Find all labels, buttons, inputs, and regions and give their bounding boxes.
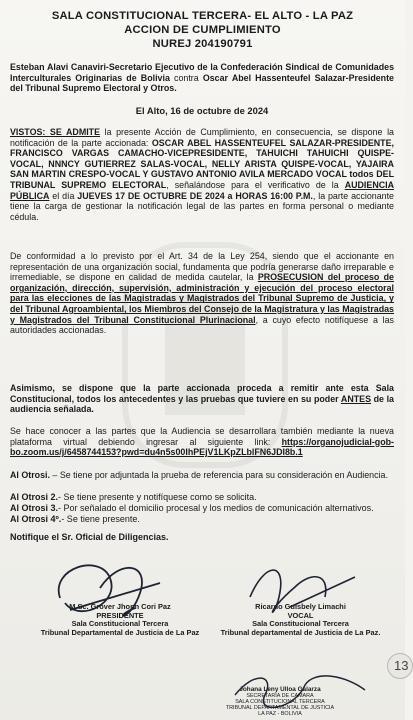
otrosi-label: Al Otrosi 4º.	[10, 514, 62, 524]
virtual-paragraph	[10, 426, 394, 458]
vistos-text-2: la notificación de la parte accionada:	[10, 127, 394, 148]
precautionary-paragraph	[10, 251, 394, 336]
otrosi-label: Al Otrosi 2.	[10, 492, 59, 502]
evidence-paragraph	[10, 383, 394, 415]
signer-org-dept: Tribunal departamental de Justicia de La Paz.	[220, 627, 381, 637]
precautionary-text-1: De conformidad a lo previsto por el Art. 34 de la Ley 254, siendo que el accionante en representación de una organización social, fundamenta que podría generarse daño irreparable e irremediable, se dispone en calidad de medida cautelar, la	[10, 251, 394, 283]
vistos-text-5: , la parte accionante tiene la carga de gestionar la notificación legal de las partes en forma personal o mediante cédula.	[10, 190, 394, 222]
action-type: ACCION DE CUMPLIMIENTO	[124, 24, 281, 36]
bottom-signature-caption	[220, 687, 340, 717]
signer-name: Johana Leny Ulloa Galarza	[239, 686, 321, 693]
contra-word: contra	[169, 72, 203, 83]
otrosi-text: - Por señalado el domicilio procesal y los medios de comunicación alternativos.	[58, 503, 374, 513]
precautionary-measure: PROSECUSION del proceso de organización, dirección, supervisión, administración y ejecución del proceso electoral para las elecciones de las Magistradas y Magistrados del Tribunal Supremo de Justicia, y del Tribunal Agroambiental, los Miembros del Consejo de la Magistratura y las Magistradas y Magistrados del Tribunal Constitucional Plurinacional	[10, 272, 394, 325]
hearing-label: AUDIENCIA PÚBLICA	[10, 179, 395, 201]
defendant-role: Salazar-Presidente del Tribunal Supremo Electoral y Otros.	[10, 72, 394, 94]
signer-role: VOCAL	[287, 610, 314, 620]
signer-role: PRESIDENTE	[96, 610, 144, 620]
vistos-paragraph	[10, 127, 394, 222]
plaintiff-org: Comunidades Interculturales Originarias de Bolivia	[10, 62, 395, 83]
hearing-datetime: JUEVES 17 DE OCTUBRE DE 2024 a HORAS 16:00 P.M.	[77, 190, 313, 201]
signer-org-dept: TRIBUNAL DEPARTAMENTAL DE JUSTICIA	[225, 705, 335, 711]
parties-block	[10, 62, 394, 94]
vistos-text-3: , señalándose para el verificativo de la	[166, 179, 345, 190]
otrosi-label: Al Otrosi 3.	[10, 503, 59, 513]
page-number-badge: 13	[387, 653, 413, 679]
otrosi-text: – Se tiene por adjuntada la prueba de referencia para su consideración en Audiencia.	[49, 470, 388, 480]
otrosi-text: - Se tiene presente.	[61, 514, 140, 524]
plaintiff-line: Esteban Alavi Canaviri-Secretario Ejecutivo de la Confederación Sindical de	[10, 62, 333, 72]
vistos-text-1: la presente Acción de Cumplimiento, en consecuencia, se dispone	[100, 127, 383, 137]
zoom-link[interactable]: https://organojudicial-gob-bo.zoom.us/j/6458744153?pwd=du4n5s00IhPEjV1LKpZLblFN6JDI8b.1	[10, 436, 394, 458]
vistos-lead: VISTOS: SE ADMITE	[10, 127, 101, 137]
otrosi-1	[10, 470, 394, 481]
signer-location: LA PAZ - BOLIVIA	[258, 711, 302, 717]
signer-org: SALA CONSTITUCIONAL TERCERA	[235, 699, 325, 705]
notification-order: Notifique el Sr. Oficial de Diligencias.	[10, 532, 169, 542]
vistos-text-4: el día	[49, 190, 78, 201]
otrosi-2	[10, 492, 257, 503]
defendant-name: Oscar Abel Hassenteufel	[202, 72, 311, 83]
evidence-text-3: de la audiencia señalada.	[10, 393, 394, 415]
virtual-text: Se hace conocer a las partes que la Audiencia se desarrollara también mediante la nueva plataforma virtual debiendo ingresar al siguiente link:	[10, 426, 394, 447]
otrosi-text: - Se tiene presente y notifíquese como se solicita.	[58, 492, 257, 502]
signer-role: SECRETARIA DE CAMARA	[246, 693, 314, 699]
defendants-list: OSCAR ABEL HASSENTEUFEL SALAZAR-PRESIDENTE, FRANCISCO VARGAS CAMACHO-VICEPRESIDENTE, TAHUICHI TAHUICHI QUISPE-VOCAL, NNNCY GUTIERREZ SALAS-VOCAL, NELLY ARISTA QUISPE-VOCAL, YAJAIRA SAN MARTIN CRESPO-VOCAL Y GUSTAVO ANTONIO AVILA MERCADO VOCAL todos DEL TRIBUNAL SUPREMO ELECTORAL	[10, 137, 394, 190]
evidence-antes: ANTES	[340, 393, 371, 404]
signer-org-dept: Tribunal Departamental de Justicia de La Paz	[40, 627, 200, 637]
case-number: NUREJ 204190791	[152, 38, 253, 50]
evidence-text-1: Asimismo, se dispone que la parte accionada proceda a remitir ante esta Sala Constitucional, todos los antecedentes y las pruebas que tuviere en su poder	[10, 383, 394, 404]
precautionary-text-3: , a cuyo efecto notifíquese a las autoridades accionadas.	[10, 314, 394, 336]
signer-name: M.Sc. Grover Jhonn Cori Paz	[69, 602, 171, 611]
court-name: SALA CONSTITUCIONAL TERCERA- EL ALTO - LA PAZ	[51, 10, 354, 22]
otrosi-label: Al Otrosi.	[10, 470, 50, 480]
date-line: El Alto, 16 de octubre de 2024	[135, 105, 269, 116]
left-signature-caption	[20, 603, 220, 637]
otrosi-4	[10, 514, 140, 525]
right-signature-caption	[198, 603, 403, 637]
signer-org: Sala Constitucional Tercera	[252, 619, 349, 629]
signer-name: Ricardo Guisbely Limachi	[255, 602, 346, 611]
signer-org: Sala Constitucional Tercera	[71, 619, 169, 629]
otrosi-3	[10, 503, 374, 514]
